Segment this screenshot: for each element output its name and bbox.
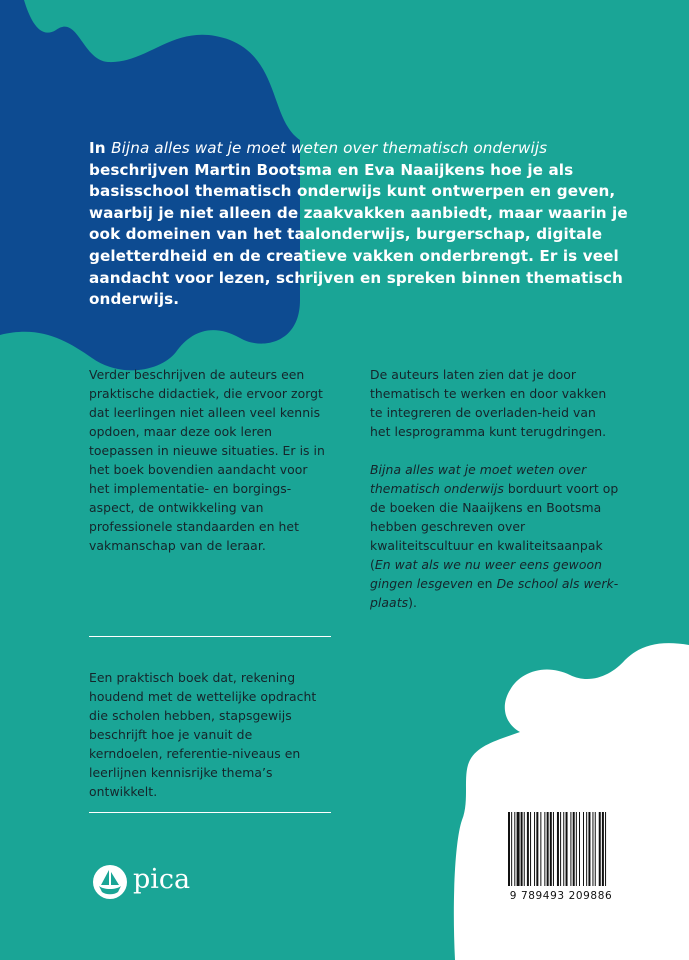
barcode-bar [536,812,538,886]
divider-bottom [89,812,331,813]
barcode-bar [524,812,525,886]
barcode-bar [605,812,606,886]
intro-paragraph: In Bijna alles wat je moet weten over thematisch onderwijs beschrijven Martin Bootsma en Eva Naaijkens hoe je als basisschool thematisch onderwijs kunt ontwerpen en geven, waarbij je niet alleen de zaakvakken aanbiedt, maar waarin je ook domeinen van het taalonderwijs, burgerschap, digitale geletterdheid en de creatieve vakken onderbrengt. Er is veel aandacht voor lezen, schrijven en spreken binnen thematisch onderwijs. [89,139,628,309]
barcode-bar [583,812,584,886]
ship-logo-icon [90,862,130,902]
summary-text [89,668,327,801]
barcode-bar [563,812,564,886]
barcode-bar [566,812,568,886]
barcode-bar [576,812,577,886]
barcode-bar [592,812,593,886]
barcode-bar [586,812,587,886]
barcode-bar [530,812,531,886]
barcode-bar [534,812,535,886]
intro-title-italic: Bijna alles wat je moet weten over thematisch onderwijs [111,139,548,157]
barcode-bar [511,812,512,886]
isbn-number: 9 789493 209886 [509,890,613,902]
barcode-bar [573,812,575,886]
barcode-bar [547,812,549,886]
barcode-bar [579,812,580,886]
barcode-bar [560,812,561,886]
barcode [502,808,620,892]
barcode-bar [544,812,545,886]
white-puzzle-piece [454,643,689,960]
barcode-bar [550,812,552,886]
barcode-bar [595,812,596,886]
right-column-paragraph-1: De auteurs laten zien dat je door thematisch te werken en door vakken te integreren de overladen-heid van het lesprogramma kunt terugdringen. [370,367,607,439]
barcode-bar [517,812,520,886]
publisher-name: pica [133,864,191,895]
barcode-bar [540,812,541,886]
barcode-bar [588,812,590,886]
barcode-bar [602,812,604,886]
barcode-bar [514,812,515,886]
summary-paragraph: Een praktisch boek dat, rekening houdend met de wettelijke opdracht die scholen hebben, stapsgewijs beschrijft hoe je vanuit de kerndoelen, referentie-niveaus en leerlijnen kennisrijke thema’s ontwikkelt. [89,670,317,799]
divider-top [89,636,331,637]
barcode-bar [521,812,523,886]
barcode-bar [527,812,529,886]
barcode-bar [553,812,554,886]
barcode-bar [557,812,559,886]
right-column-paragraph-2: Bijna alles wat je moet weten over thematisch onderwijs borduurt voort op de boeken die Naaijkens en Bootsma hebben geschreven over kwaliteitscultuur en kwaliteitsaanpak (En wat als we nu weer eens gewoon gingen lesgeven en De school als werk-plaats). [370,462,619,610]
left-column-text [89,365,327,555]
barcode-bar [599,812,601,886]
barcode-bars [502,808,620,892]
left-column-paragraph: Verder beschrijven de auteurs een praktische didactiek, die ervoor zorgt dat leerlingen niet alleen veel kennis opdoen, maar deze ook leren toepassen in nieuwe situaties. Er is in het boek bovendien aandacht voor het implementatie- en borgings-aspect, de ontwikkeling van professionele standaarden en het vakmanschap van de leraar. [89,367,325,553]
barcode-bar [508,812,510,886]
right-column-text [370,365,620,612]
barcode-bar [570,812,571,886]
